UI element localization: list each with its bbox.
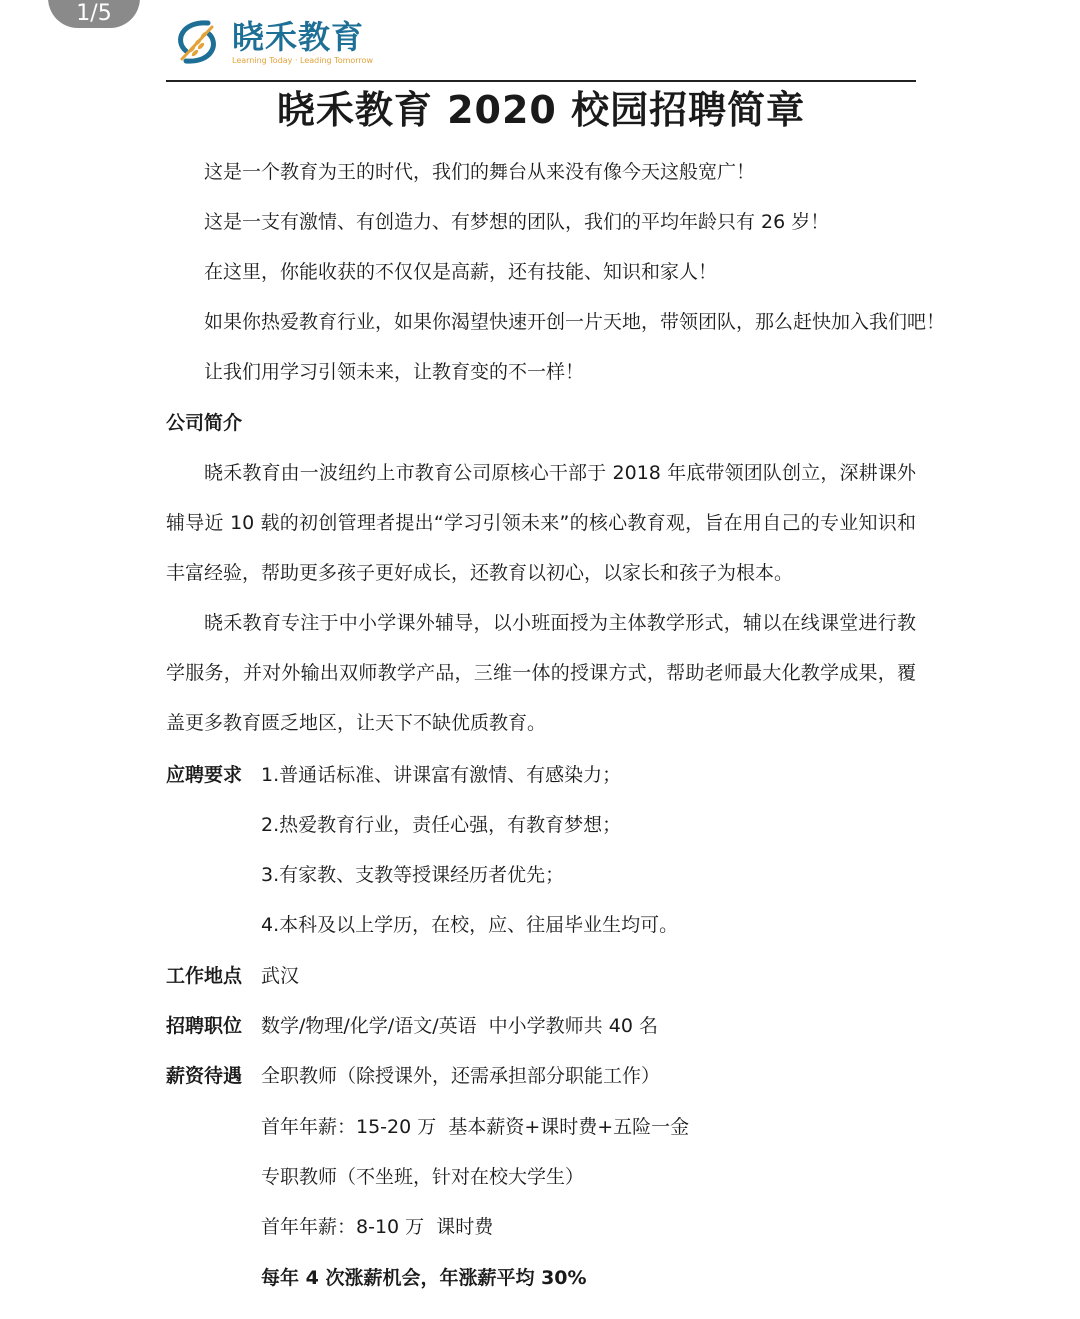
- company-heading: 公司简介: [166, 412, 243, 434]
- salary-line: 首年年薪：8-10 万 课时费: [261, 1216, 494, 1238]
- requirement-item: 2.热爱教育行业，责任心强，有教育梦想；: [261, 814, 622, 836]
- company-intro: [166, 448, 916, 748]
- company-paragraph: 晓禾教育由一波纽约上市教育公司原核心干部于 2018 年底带领团队创立，深耕课外辅导近 10 载的初创管理者提出“学习引领未来”的核心教育观，旨在用自己的专业知识和丰富经验，帮助更多孩子更好成长，还教育以初心，以家长和孩子为根本。: [166, 462, 916, 584]
- salary-line: 专职教师（不坐班，针对在校大学生）: [261, 1166, 585, 1188]
- requirement-item: 4.本科及以上学历，在校，应、往届毕业生均可。: [261, 914, 679, 936]
- requirement-item: 3.有家教、支教等授课经历者优先；: [261, 864, 565, 886]
- requirement-item: 1.普通话标准、讲课富有激情、有感染力；: [261, 764, 622, 786]
- salary-line: 首年年薪：15-20 万 基本薪资+课时费+五险一金: [261, 1116, 690, 1138]
- positions-heading: 招聘职位: [166, 1015, 243, 1037]
- wheat-logo-icon: [168, 15, 226, 69]
- salary-heading: 薪资待遇: [166, 1065, 243, 1087]
- logo-slogan: Learning Today · Leading Tomorrow: [232, 55, 373, 65]
- intro-line: 在这里，你能收获的不仅仅是高薪，还有技能、知识和家人！: [204, 261, 718, 283]
- positions-value: 数学/物理/化学/语文/英语 中小学教师共 40 名: [261, 1015, 658, 1037]
- intro-line: 如果你热爱教育行业，如果你渴望快速开创一片天地，带领团队，那么赶快加入我们吧！: [204, 311, 946, 333]
- logo-name: 晓禾教育: [232, 17, 365, 56]
- salary-highlight: 每年 4 次涨薪机会，年涨薪平均 30%: [261, 1267, 587, 1289]
- document-title: 晓禾教育 2020 校园招聘简章: [276, 88, 806, 132]
- location-value: 武汉: [261, 965, 300, 987]
- header-divider: [166, 80, 916, 82]
- location-heading: 工作地点: [166, 965, 243, 987]
- page-indicator: 1/5: [48, 0, 140, 28]
- company-logo: [168, 14, 373, 70]
- intro-line: 让我们用学习引领未来，让教育变的不一样！: [204, 361, 585, 383]
- salary-line: 全职教师（除授课外，还需承担部分职能工作）: [261, 1065, 661, 1087]
- intro-line: 这是一个教育为王的时代，我们的舞台从来没有像今天这般宽广！: [204, 161, 756, 183]
- intro-line: 这是一支有激情、有创造力、有梦想的团队，我们的平均年龄只有 26 岁！: [204, 211, 830, 233]
- company-paragraph: 晓禾教育专注于中小学课外辅导，以小班面授为主体教学形式，辅以在线课堂进行教学服务，并对外输出双师教学产品，三维一体的授课方式，帮助老师最大化教学成果，覆盖更多教育匮乏地区，让天下不缺优质教育。: [166, 612, 916, 734]
- requirements-heading: 应聘要求: [166, 764, 243, 786]
